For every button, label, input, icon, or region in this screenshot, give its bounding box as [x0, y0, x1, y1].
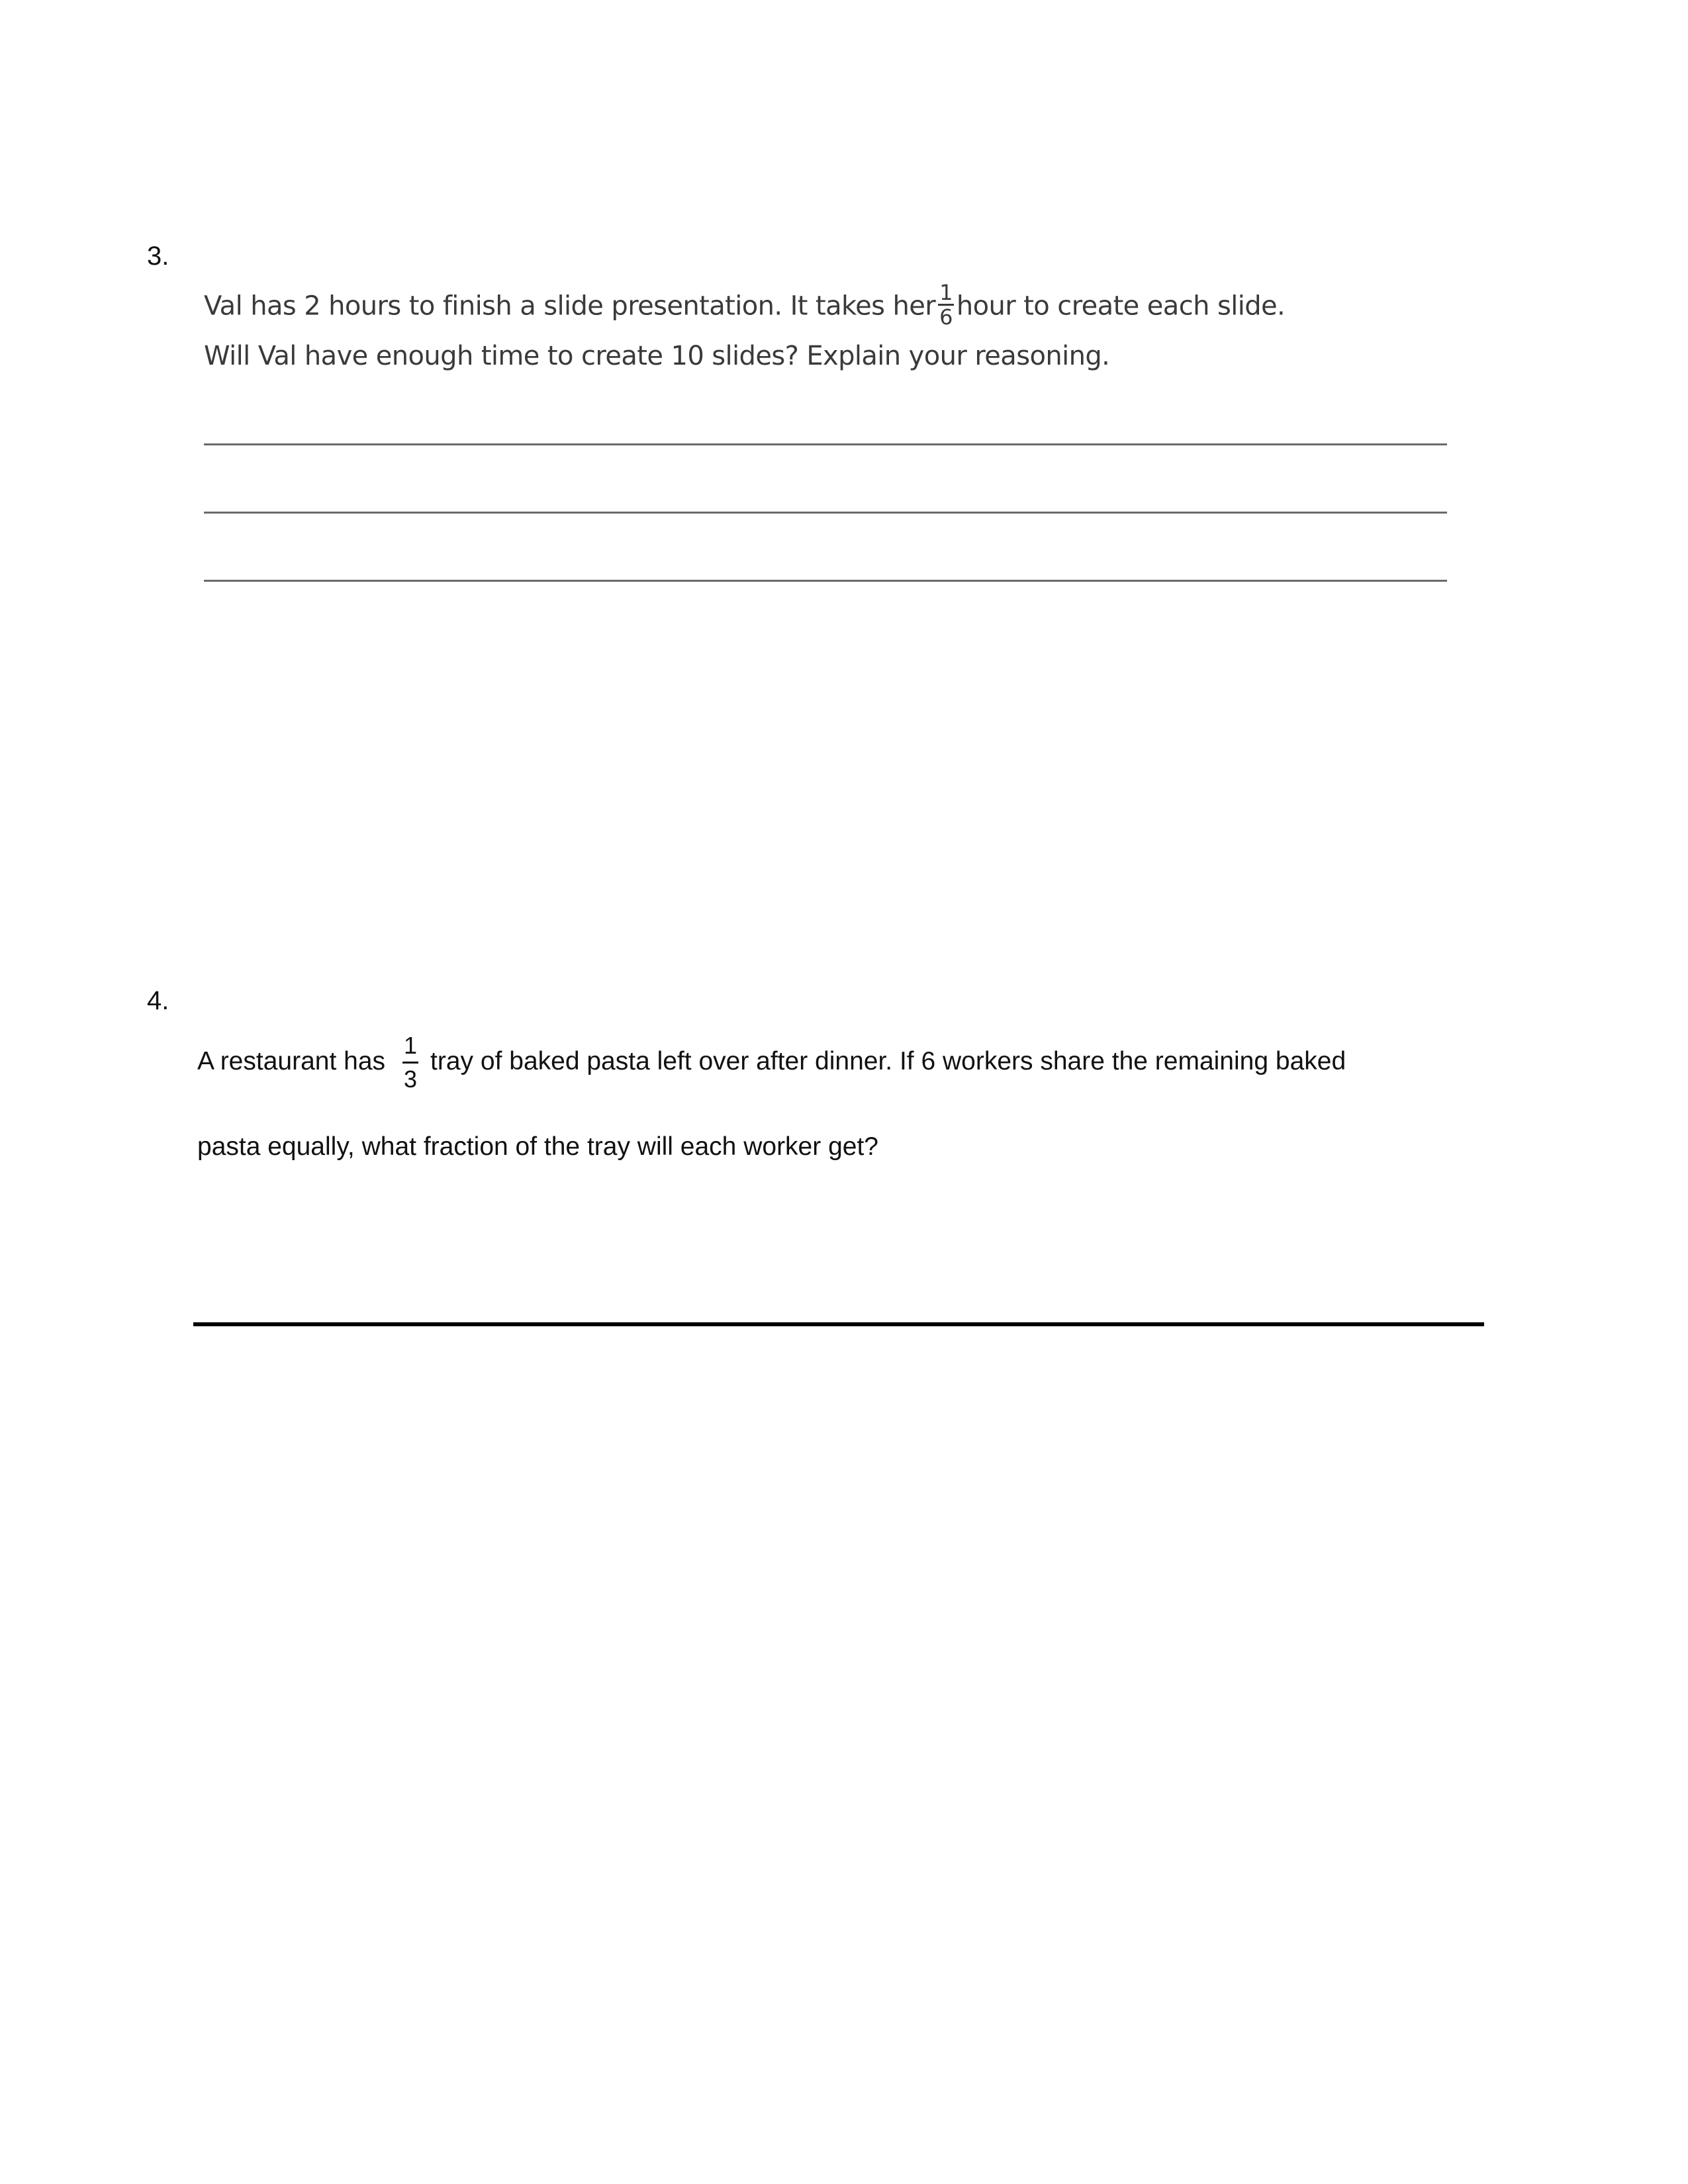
question-3-answer-line-3[interactable] — [204, 580, 1447, 582]
question-4-fraction — [402, 1034, 418, 1091]
question-4-text-line-2: pasta equally, what fraction of the tray will each worker get? — [197, 1132, 878, 1161]
question-4-text-line-1 — [197, 1034, 1346, 1091]
question-3-text-line-1 — [204, 280, 1286, 330]
question-3-fraction-numerator: 1 — [939, 280, 953, 305]
question-3-text-line-2: Will Val have enough time to create 10 slides? Explain your reasoning. — [204, 341, 1110, 371]
question-3-text-before-fraction: Val has 2 hours to finish a slide presentation. It takes her — [204, 291, 936, 322]
question-3-number: 3. — [147, 242, 169, 271]
question-4-number: 4. — [147, 986, 169, 1015]
question-4-answer-line[interactable] — [193, 1322, 1484, 1326]
question-3-answer-line-2[interactable] — [204, 512, 1447, 514]
question-3-fraction — [938, 282, 954, 328]
question-4-fraction-numerator: 1 — [402, 1034, 418, 1064]
question-4-text-after-fraction: tray of baked pasta left over after dinner. If 6 workers share the remaining baked — [430, 1046, 1346, 1075]
question-3-text-after-fraction: hour to create each slide. — [956, 291, 1286, 322]
question-4-fraction-denominator: 3 — [404, 1066, 418, 1093]
question-3-fraction-denominator: 6 — [939, 304, 953, 330]
question-3-answer-line-1[interactable] — [204, 443, 1447, 445]
question-4-text-before-fraction: A restaurant has — [197, 1046, 386, 1075]
